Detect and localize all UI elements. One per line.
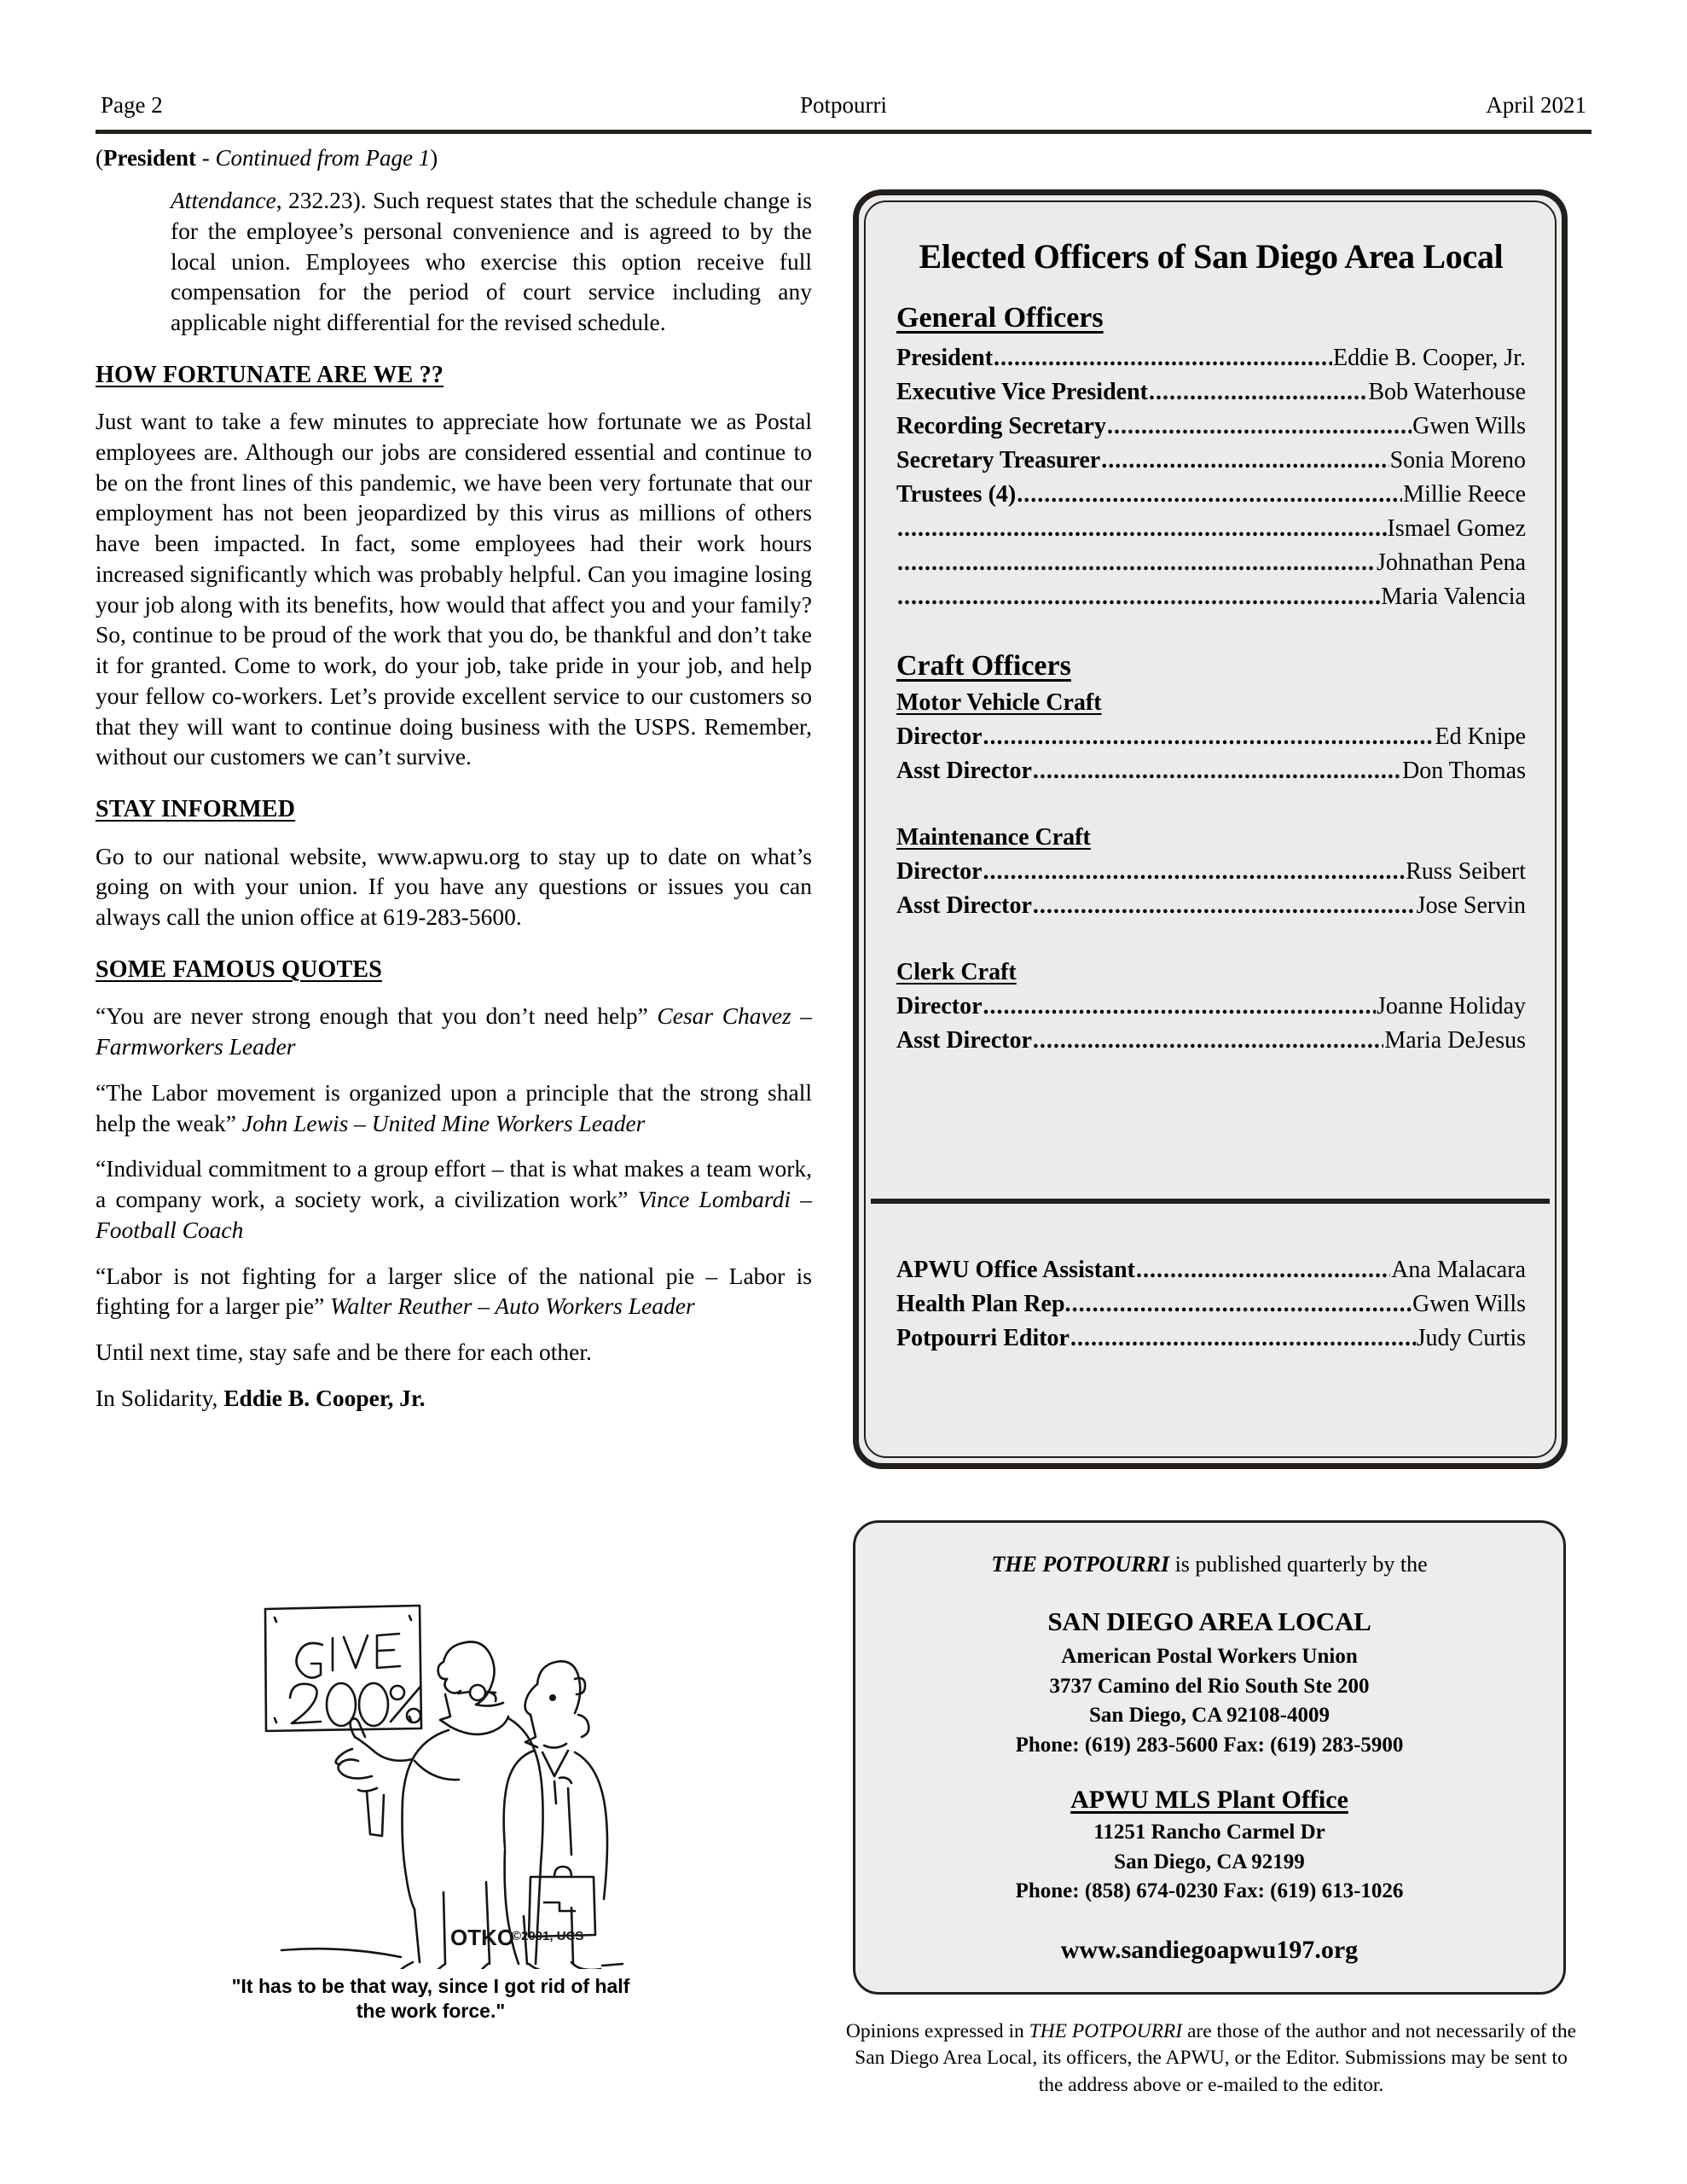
officer-name: Don Thomas (1402, 758, 1526, 785)
disclaimer-text (844, 2018, 1578, 2099)
leader-dots (897, 580, 1380, 614)
elected-officers-box (853, 189, 1568, 1469)
officer-row (896, 1024, 1526, 1058)
publisher-address-line1: 3737 Camino del Rio South Ste 200 (1049, 1674, 1370, 1698)
staff-row (896, 1287, 1526, 1321)
publisher-address-line2: San Diego, CA 92108-4009 (1089, 1704, 1330, 1727)
quote-item (96, 1153, 812, 1245)
cartoon-figure (230, 1568, 674, 2024)
issue-date: April 2021 (1486, 92, 1586, 118)
cartoon-caption: "It has to be that way, since I got rid of half the work force." (231, 1975, 630, 2023)
officer-role: Director (896, 993, 983, 1020)
staff-role: APWU Office Assistant (896, 1257, 1135, 1283)
officer-row (896, 720, 1526, 754)
leader-dots (1107, 410, 1412, 444)
officer-row (896, 341, 1526, 375)
signoff-prefix: In Solidarity, (96, 1384, 224, 1411)
signoff-line (96, 1383, 812, 1414)
staff-role: Health Plan Rep. (896, 1291, 1071, 1318)
officer-name: Ed Knipe (1435, 723, 1526, 751)
officer-name: Maria Valencia (1381, 584, 1526, 611)
quote-text: “You are never strong enough that you don’t need help” (96, 1002, 658, 1030)
officers-staff-divider (871, 1199, 1550, 1204)
leader-dots (983, 990, 1377, 1024)
plant-contact: Phone: (858) 674-0230 Fax: (619) 613-1026 (1015, 1879, 1404, 1902)
continued-label: President (103, 145, 196, 171)
masthead-rest: is published quarterly by the (1169, 1552, 1428, 1577)
staff-name: Judy Curtis (1416, 1325, 1526, 1352)
quote-text: “Labor is not fighting for a larger slice of the national pie – Labor is fighting for a larger pie” (96, 1262, 812, 1320)
general-officers-heading: General Officers (896, 302, 1104, 334)
plant-address-line1: 11251 Rancho Carmel Dr (1093, 1821, 1325, 1844)
staff-section (896, 1253, 1526, 1356)
officer-name: Sonia Moreno (1389, 447, 1526, 474)
officer-role: Secretary Treasurer (896, 447, 1101, 474)
continued-dash: - (196, 145, 216, 171)
leader-dots (897, 512, 1387, 546)
leader-dots (1017, 478, 1402, 512)
article-column (96, 143, 812, 1429)
paren-open: ( (96, 145, 103, 171)
publisher-org: SAN DIEGO AREA LOCAL (1047, 1606, 1371, 1636)
officer-row (896, 478, 1526, 512)
publication-info-box (853, 1520, 1566, 1995)
officer-row (896, 444, 1526, 478)
paren-close: ) (430, 145, 438, 171)
leader-dots (1136, 1253, 1390, 1287)
elected-officers-inner-border (864, 200, 1557, 1458)
officer-row (896, 855, 1526, 889)
officer-row (896, 546, 1526, 580)
publisher-union: American Postal Workers Union (1061, 1645, 1358, 1668)
officer-row (896, 990, 1526, 1024)
officer-row (896, 512, 1526, 546)
officer-role: Trustees (4) (896, 481, 1017, 508)
plant-office-heading: APWU MLS Plant Office (1070, 1786, 1348, 1814)
disclaimer-publication-name: THE POTPOURRI (1029, 2020, 1183, 2042)
masthead-line (855, 1552, 1563, 1577)
officer-row (896, 889, 1526, 923)
officer-name: Jose Servin (1416, 892, 1526, 920)
staff-row (896, 1253, 1526, 1287)
quote-attribution: John Lewis – United Mine Workers Leader (241, 1109, 646, 1136)
leader-dots (1033, 889, 1416, 923)
quote-item (96, 1261, 812, 1322)
signoff-name: Eddie B. Cooper, Jr. (223, 1384, 426, 1411)
paragraph-how-fortunate: Just want to take a few minutes to appreciate how fortunate we as Postal employees are. Although our jobs are considered essential and continue to be on the front lines of this pandemic, we have been very fortunate that our employment has not been jeopardized by this virus as millions of others have been impacted. In fact, some employees had their work hours increased significantly which was probably helpful. Can you imagine losing your job along with its benefits, how would that affect you and your family? So, continue to be proud of the work that you do, be thankful and don’t take it for granted. Come to work, do your job, take pride in your job, and help your fellow co-workers. Let’s provide excellent service to our customers so that they will want to continue doing business with the USPS. Remember, without our customers we can’t survive. (96, 408, 812, 770)
leader-dots (1072, 1287, 1412, 1321)
officer-role: Asst Director (896, 758, 1032, 785)
heading-stay-informed: STAY INFORMED (96, 796, 296, 823)
header-rule (96, 130, 1591, 134)
officer-name: Gwen Wills (1412, 413, 1526, 440)
masthead-name: THE POTPOURRI (991, 1552, 1170, 1577)
running-head (101, 92, 1586, 119)
officer-row (896, 375, 1526, 410)
officer-name: Russ Seibert (1406, 858, 1526, 886)
leader-dots (1070, 1321, 1416, 1356)
officer-role: Asst Director (896, 892, 1032, 920)
closing-line: Until next time, stay safe and be there for each other. (96, 1339, 592, 1366)
officer-role: President (896, 345, 994, 371)
website-url[interactable]: www.sandiegoapwu197.org (1060, 1935, 1359, 1964)
publisher-contact: Phone: (619) 283-5600 Fax: (619) 283-5900 (1015, 1733, 1404, 1757)
craft-name-motor-vehicle: Motor Vehicle Craft (896, 689, 1102, 717)
staff-name: Gwen Wills (1412, 1291, 1526, 1318)
heading-famous-quotes: SOME FAMOUS QUOTES (96, 956, 383, 983)
quote-item (96, 1001, 812, 1062)
cartoon-signature: OTKO (450, 1925, 515, 1950)
officer-row (896, 754, 1526, 788)
officer-name: Joanne Holiday (1377, 993, 1526, 1020)
paragraph-stay-informed: Go to our national website, www.apwu.org to stay up to date on what’s going on with your union. If you have any questions or issues you can always call the union office at 619-283-5600. (96, 842, 812, 931)
leader-dots (1033, 1024, 1384, 1058)
leader-dots (897, 546, 1376, 580)
craft-name-maintenance: Maintenance Craft (896, 824, 1091, 851)
craft-name-clerk: Clerk Craft (896, 959, 1017, 986)
quote-attribution: Walter Reuther – Auto Workers Leader (330, 1292, 695, 1320)
lead-paragraph (96, 185, 812, 338)
continued-source: Continued from Page 1 (215, 145, 431, 171)
quote-text: “The Labor movement is organized upon a principle that the strong shall help the weak” (96, 1078, 812, 1136)
officer-name: Johnathan Pena (1377, 549, 1526, 577)
officer-name: Bob Waterhouse (1368, 379, 1526, 406)
officer-role: Executive Vice President (896, 379, 1148, 406)
staff-name: Ana Malacara (1391, 1257, 1526, 1283)
quote-text: “Individual commitment to a group effort – that is what makes a team work, a company work, a society work, a civilization work” (96, 1155, 812, 1213)
heading-how-fortunate: HOW FORTUNATE ARE WE ?? (96, 361, 444, 388)
staff-role: Potpourri Editor (896, 1325, 1070, 1352)
disclaimer-part2: are those of the author and not necessarily of the San Diego Area Local, its officers, the APWU, or the Editor. Submissions may be sent to the address above or e-mailed to the editor. (855, 2020, 1577, 2096)
leader-dots (983, 720, 1435, 754)
officer-row (896, 410, 1526, 444)
leader-dots (1149, 375, 1367, 410)
officer-name: Maria DeJesus (1384, 1027, 1526, 1054)
quote-attribution: Cesar Chavez – Farmworkers Leader (96, 1002, 812, 1060)
officers-box-title: Elected Officers of San Diego Area Local (919, 237, 1504, 276)
craft-officers-heading: Craft Officers (896, 650, 1071, 682)
officer-role: Recording Secretary (896, 413, 1106, 440)
plant-address-line2: San Diego, CA 92199 (1114, 1850, 1305, 1873)
officer-name: Ismael Gomez (1387, 515, 1526, 543)
leader-dots (983, 855, 1406, 889)
leader-dots (994, 341, 1332, 375)
lead-paragraph-text: , 232.23). Such request states that the schedule change is for the employee’s personal convenience and is agreed to by the local union. Employees who exercise this option receive full compensation for the period of court service including any applicable night differential for the revised schedule. (171, 187, 812, 336)
officer-name: Millie Reece (1403, 481, 1526, 508)
officer-row (896, 580, 1526, 614)
continued-from-line (96, 143, 812, 173)
quote-attribution: Vince Lombardi – Football Coach (96, 1186, 812, 1243)
officer-role: Director (896, 858, 983, 886)
staff-row (896, 1321, 1526, 1356)
leader-dots (1033, 754, 1401, 788)
officer-name: Eddie B. Cooper, Jr. (1333, 345, 1526, 371)
lead-italic-term: Attendance (171, 187, 276, 214)
officer-role: Asst Director (896, 1027, 1032, 1054)
disclaimer-part1: Opinions expressed in (845, 2020, 1029, 2042)
quote-item (96, 1077, 812, 1139)
cartoon-copyright: ©2001, UCS (512, 1929, 584, 1943)
page-number: Page 2 (101, 92, 163, 118)
publication-name: Potpourri (799, 92, 887, 118)
officer-role: Director (896, 723, 983, 751)
cartoon-illustration (230, 1568, 640, 1969)
leader-dots (1101, 444, 1388, 478)
